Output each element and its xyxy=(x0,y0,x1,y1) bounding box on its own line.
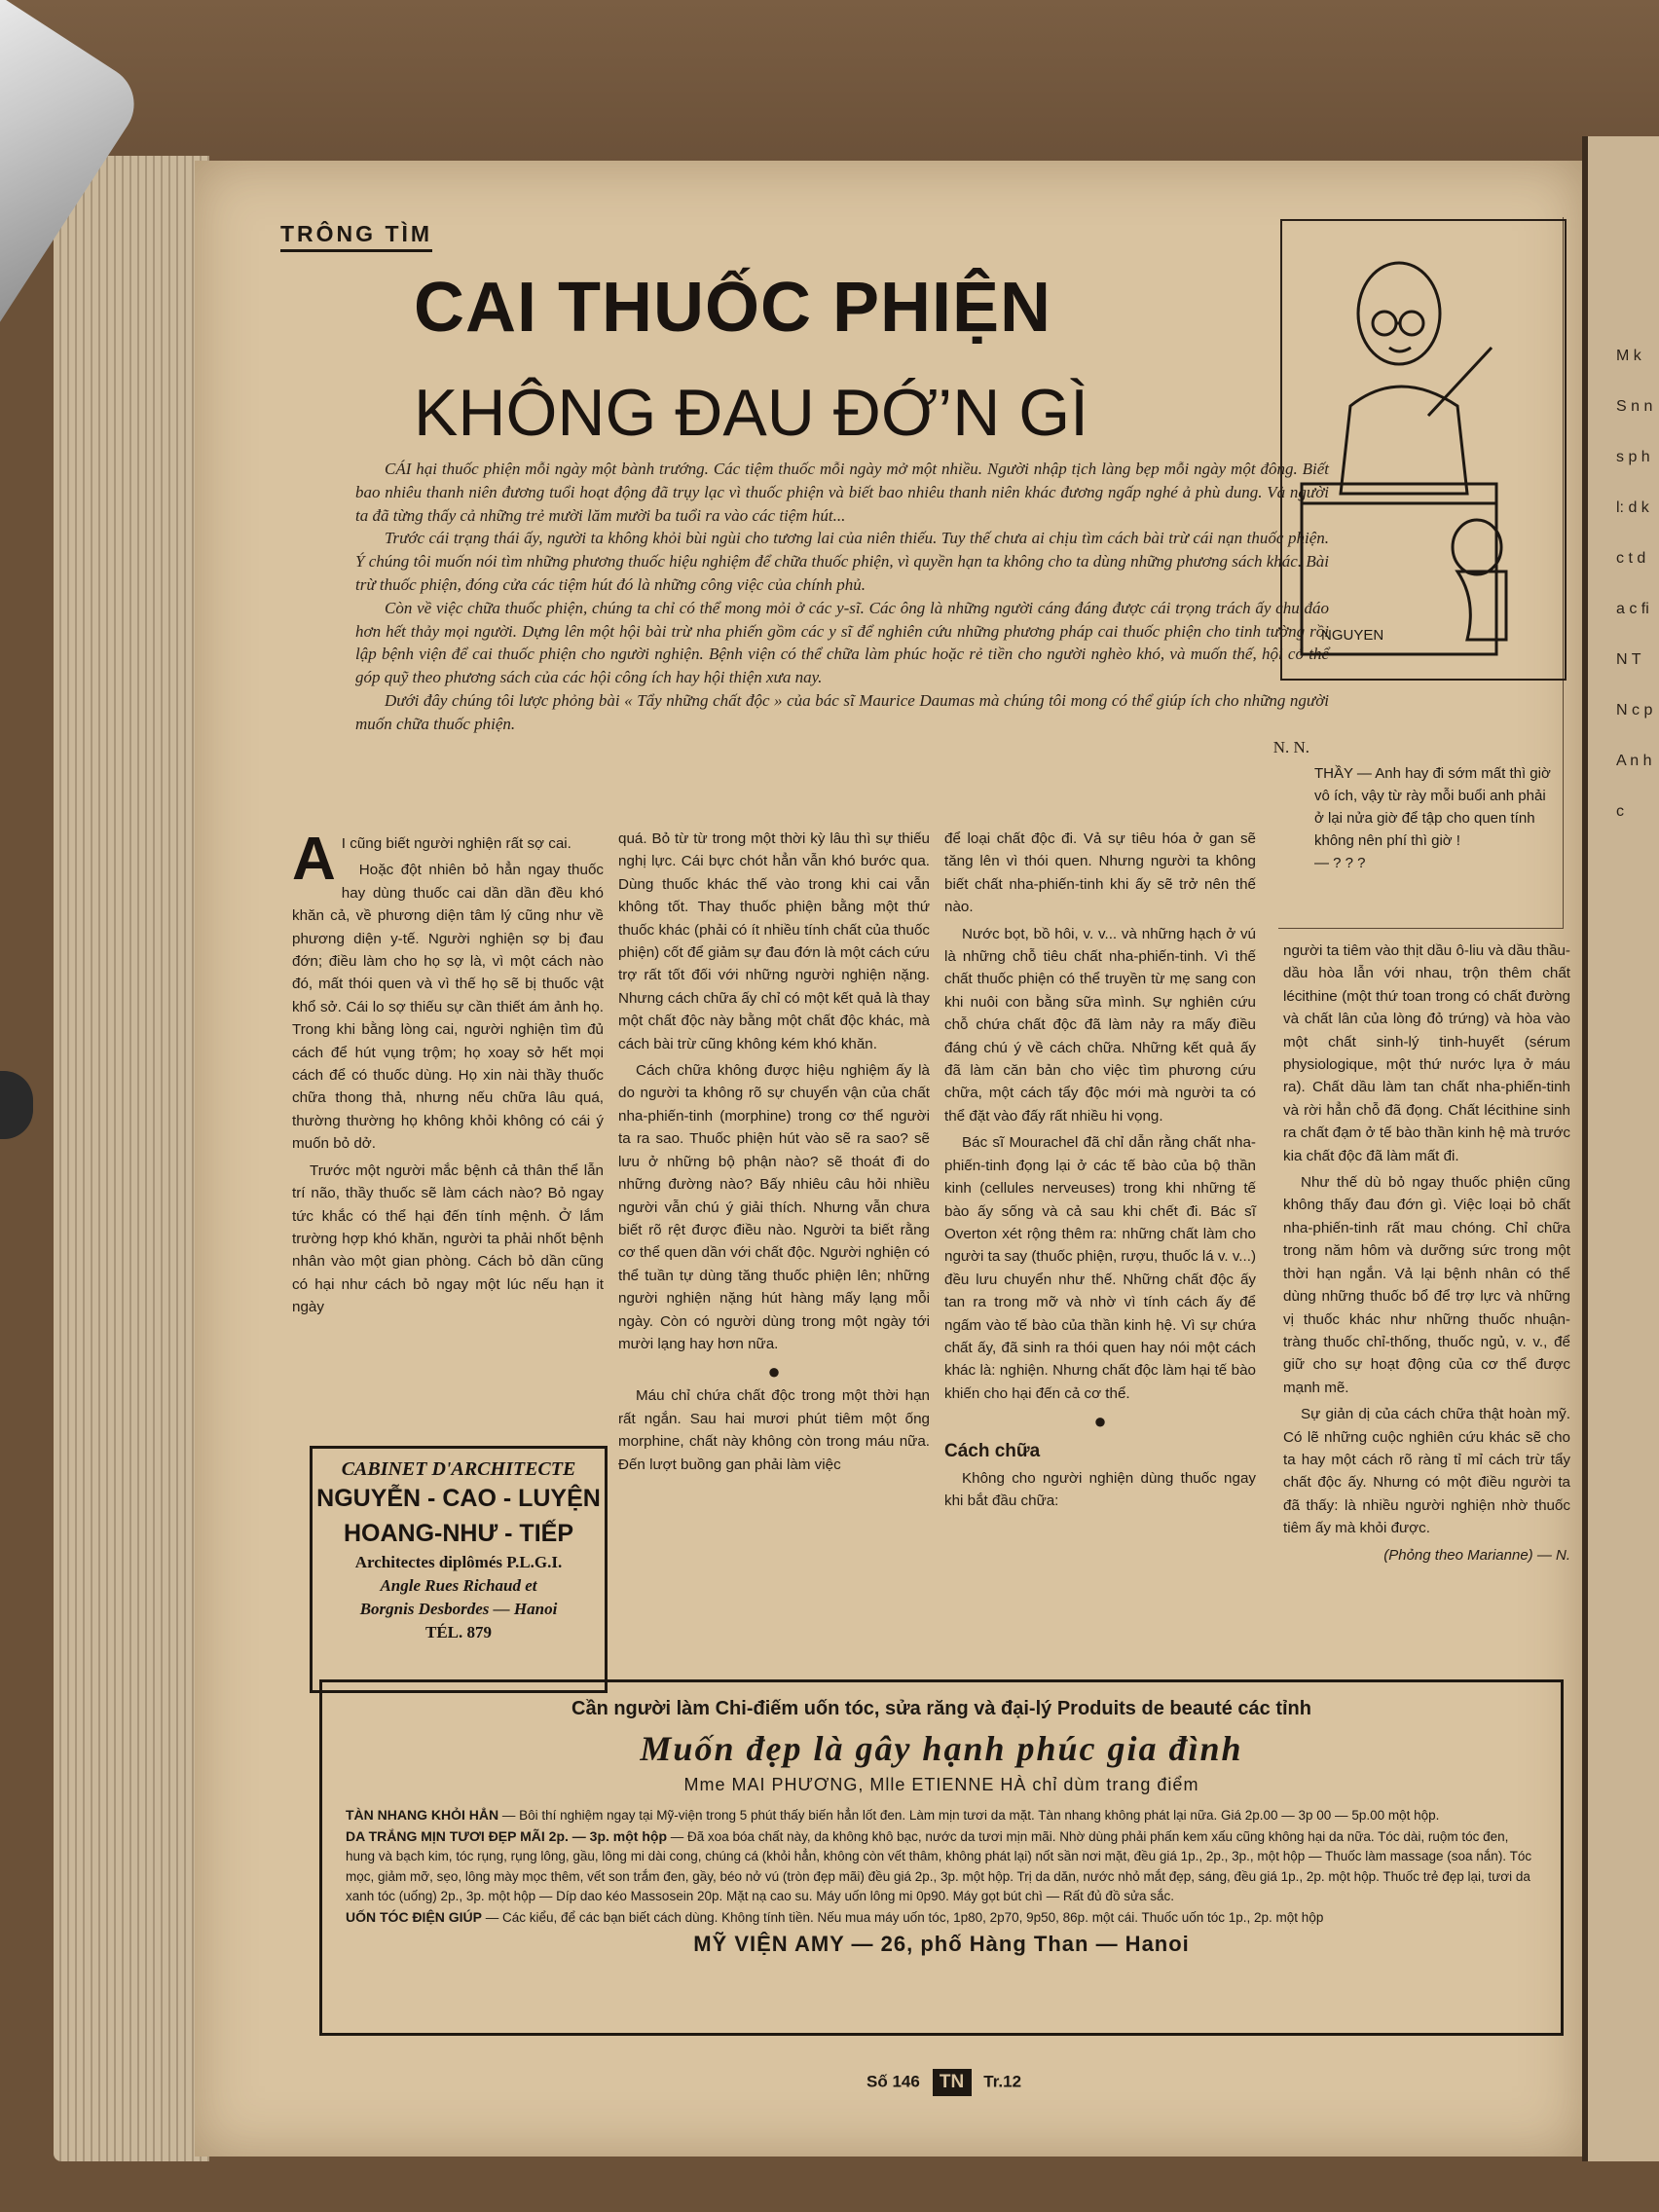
column-paragraph: Máu chỉ chứa chất độc trong một thời hạn rất ngắn. Sau hai mươi phút tiêm một ống morphine, chất này không còn trong máu nữa. Đến lượt buồng gan phải làm việc xyxy=(618,1387,930,1473)
column-paragraph: Cách chữa không được hiệu nghiệm ấy là do người ta không rõ sự chuyển vận của chất nha-phiến-tinh (morphine) trong cơ thể người ta ra sao. Thuốc phiện hút vào sẽ ra sao? sẽ lưu ở những bộ phận nào? sẽ thoát đi do những đường nào? Bấy nhiêu câu hỏi nhiều người vẫn chú ý giải thích. Nhưng vẫn chưa biết rõ rệt được điều nào. Người ta biết rằng cơ thể quen dần với chất độc. Người nghiện có thể tuần tự dùng tăng thuốc phiện lên; những người nghiện nặng hút hàng mấy lạng mỗi ngày. Còn có người dùng trong một ngày tới mười lạng hay hơn nữa. xyxy=(618,1062,930,1352)
column-paragraph: Bác sĩ Mourachel đã chỉ dẫn rằng chất nha-phiến-tinh đọng lại ở các tế bào của bộ thần kinh (cellules nerveuses) trong khi những tế bào ấy sống và cả sau khi chết đi. Bác sĩ Overton xét rộng thêm ra: những chất làm cho người ta say (thuốc phiện, rượu, thuốc lá v. v...) đều lưu chuyển như thế. Những chất độc ấy tan ra trong mỡ và nhờ vì tính cách ấy để ngấm vào tế bào của thần kinh hệ. Vì sự chứa chất ấy, đã sinh ra thói quen hay nói một cách khác là: nghiện. Nhưng chất độc làm hại tế bào khiến cho hại đến cả cơ thể. xyxy=(944,1134,1256,1402)
column-paragraph: Như thế dù bỏ ngay thuốc phiện cũng không thấy đau đớn gì. Việc loại bỏ chất nha-phiến-tinh rất mau chóng. Chỉ chữa trong năm hôm và dưỡng sức trong một thời hạn ngắn. Vả lại bệnh nhân có thể dùng những thuốc bổ để trợ lực và những vị thuốc khác như những thuốc nhuận-tràng thuốc chỉ-thống, thuốc ngủ, v. v., để giữ cho sự hoạt động của cơ thể được mạnh mẽ. xyxy=(1283,1174,1570,1396)
intro-paragraph: Còn về việc chữa thuốc phiện, chúng ta chỉ có thể mong mỏi ở các y-sĩ. Các ông là những người cáng đáng được cái trọng trách ấy chu đáo hơn hết thảy mọi người. Dựng lên một hội bài trừ nha phiến gồm các y sĩ để nghiên cứu những phương pháp cai thuốc phiện cho tinh tường rồi lập bệnh viện để cai thuốc phiện cho người nghiện. Bệnh viện có thể chữa làm phúc hoặc rẻ tiền cho người nghèo khó, và muốn thế, hội có thể góp quỹ theo phương sách của các hội công ích hay hội thiện xưa nay. xyxy=(355,598,1329,687)
page-number: Tr.12 xyxy=(983,2072,1022,2091)
article-column-3 xyxy=(944,828,1256,1516)
cartoon-caption xyxy=(1314,762,1558,874)
facing-page-text: M k S n n s p h l: d k c t d a c fi N T N c p A n h c xyxy=(1616,348,1653,820)
architect-ad-line: CABINET D'ARCHITECTE xyxy=(341,1458,576,1480)
column-paragraph: Hoặc đột nhiên bỏ hẳn ngay thuốc hay dùng thuốc cai dần dần đều khó khăn cả, về phương diện tâm lý cũng như về phương diện y-tế. Người nghiện sợ bị đau đớn; điều làm cho họ sợ là, vì một cách nào đó, mất thói quen và vì thế họ sẽ bị thuốc vật khổ sở. Cái lo sợ thiếu sự cần thiết ám ảnh họ. Trong khi bằng lòng cai, người nghiện tìm đủ cách để hút vụng trộm; họ xoay sở hết mọi cách để có thuốc dùng. Họ xin nài thầy thuốc chữa thong thả, nhưng nếu chữa lâu quá, thường thường họ không khỏi không có cái ý muốn bỏ dở. xyxy=(292,862,604,1153)
architect-ad-line: Borgnis Desbordes — Hanoi xyxy=(359,1600,558,1618)
intro-signature: N. N. xyxy=(1272,737,1309,756)
magazine-page xyxy=(195,161,1582,2157)
column-paragraph: Trước một người mắc bệnh cả thân thể lẫn trí não, thầy thuốc sẽ làm cách nào? Bỏ ngay tức khắc có thể hại đến tính mệnh. Ở lắm trường hợp khó khăn, người ta phải nhốt bệnh nhân vào một gian phòng. Cách bỏ dần cũng có hại như cách bỏ ngay một lúc nếu hạn it ngày xyxy=(292,1161,604,1316)
ad-slogan: Muốn đẹp là gây hạnh phúc gia đình xyxy=(640,1729,1243,1768)
column-paragraph: Không cho người nghiện dùng thuốc ngay khi bắt đầu chữa: xyxy=(944,1469,1256,1509)
architect-ad-name: HOANG-NHƯ - TIẾP xyxy=(343,1520,573,1547)
ad-item-text: — Đã xoa bóa chất này, da không khô bạc, nước da tươi mịn mãi. Nhờ dùng phải phấn kem xấu cũng không hại da nữa. Tóc dài, ruộm tóc đen, hung và bạch kim, tóc rụng, rụng lông, gầu, lông mi dài cong, chúng cá (khỏi hẳn, không còn vết thâm, không phát lại) nốt sần nơi mặt, đều giá 1p., 2p., 3p., một hộp — Thuốc làm massage (soa nắn). Tóc mọc, giảm mỡ, sẹo, lông mày mọc thêm, vết son trắm đen, gầy, béo nở vú (tròn đẹp mãi) đều giá 2p., 3p. một hộp. Trị da dăn, nước nhỏ mắt đẹp, sáng, đều giá 1p., 2p. một hộp. Thuốc trẻ đẹp lại, tươi da xanh tóc (uống) 2p., 3p. một hộp — Díp dao kéo Massosein 20p. Mặt nạ cao su. Máy uốn lông mi 0p90. Máy gọt bút chì — Rất đủ đồ sửa sắc. xyxy=(346,1828,1532,1903)
cartoon-signature: NGUYEN xyxy=(1321,627,1384,644)
bullet-separator: ● xyxy=(1093,1409,1107,1434)
ad-item-text: — Các kiểu, để các bạn biết cách dùng. Không tính tiền. Nếu mua máy uốn tóc, 1p80, 2p70, 9p50, 86p. một cái. Thuốc uốn tóc 1p., 2p. một hộp xyxy=(485,1909,1324,1925)
ad-item-title: DA TRẮNG MỊN TƯƠI ĐẸP MÃI 2p. — 3p. một hộp xyxy=(346,1827,667,1844)
ad-item-title: TÀN NHANG KHỎI HẲN xyxy=(346,1807,499,1823)
article-title: CAI THUỐC PHIỆN xyxy=(414,269,1052,347)
page-footer xyxy=(866,2069,1021,2096)
table-surface xyxy=(0,0,1659,175)
intro-paragraph: Dưới đây chúng tôi lược phỏng bài « Tẩy những chất độc » của bác sĩ Maurice Daumas mà chúng tôi mong có thể giúp ích cho những người muốn chữa thuốc phiện. xyxy=(355,690,1329,733)
intro-paragraph: Trước cái trạng thái ấy, người ta không khỏi bùi ngùi cho tương lai của niên thiếu. Tuy thế chưa ai chịu tìm cách bài trừ cái nạn thuốc phiện. Ý chúng tôi muốn nói tìm những phương thuốc hiệu nghiệm để chữa thuốc phiện, vì quyền hạn ta không cho ta dùng những phương sách khác. Bài trừ thuốc phiện, đóng cửa các tiệm hút đó là những công việc của chính phủ. xyxy=(355,529,1329,594)
column-paragraph: Sự giản dị của cách chữa thật hoàn mỹ. Có lẽ những cuộc nghiên cứu khác sẽ cho ta hay một cách rõ ràng tỉ mỉ cách trừ tẩy chất độc ấy. Nhưng có một điều người ta đã thấy: là nhiều người nghiện nhờ thuốc tiêm ấy mà khỏi được. xyxy=(1283,1406,1570,1537)
article-column-2 xyxy=(618,828,930,1480)
drop-cap: A xyxy=(292,826,336,893)
article-intro xyxy=(355,458,1329,758)
ad-address: MỸ VIỆN AMY — 26, phố Hàng Than — Hanoi xyxy=(693,1932,1190,1956)
column-paragraph: Nước bọt, bồ hôi, v. v... và những hạch ở vú là những chỗ tiêu chất nha-phiến-tinh. Vì thế chất thuốc phiện có thể truyền từ mẹ sang con khi nuôi con bằng sữa mình. Sự nghiên cứu chỗ chứa chất độc đã làm nảy ra mấy điều đáng chú ý về cách chữa. Những kết quả ấy đã làm căn bản cho việc tìm phương cứu chữa, một cách tẩy độc mới mà người ta có thể đặt vào đấy rất nhiều hi vọng. xyxy=(944,925,1256,1124)
column-paragraph: I cũng biết người nghiện rất sợ cai. xyxy=(341,835,571,852)
column-paragraph: người ta tiêm vào thịt dầu ô-liu và dầu thầu-dầu hòa lẫn với nhau, trộn thêm chất lécithine (một thứ toan trong có chất đường và chất lân của lòng đỏ trứng) và hòa vào một chất sinh-lý tinh-huyết (sérum physiologique, một thứ nước lựa ở máu ra). Chất dầu làm tan chất nha-phiến-tinh và rời hẳn chỗ đã đọng. Chất lécithine sinh ra chất đạm ở tế bào thần kinh hệ mà trước kia chất độc đã làm mất đi. xyxy=(1283,942,1570,1164)
issue-number: Số 146 xyxy=(866,2072,920,2091)
book-page-stack xyxy=(54,156,209,2161)
binder-ring xyxy=(0,1071,33,1139)
ad-item-title: UỐN TÓC ĐIỆN GIÚP xyxy=(346,1908,483,1925)
article-credit: (Phỏng theo Marianne) — N. xyxy=(1383,1546,1570,1564)
bullet-separator: ● xyxy=(767,1359,781,1384)
section-kicker: TRÔNG TÌM xyxy=(280,221,432,252)
architect-ad-line: Architectes diplômés P.L.G.I. xyxy=(354,1553,563,1571)
cartoon-caption-text: THẦY — Anh hay đi sớm mất thì giờ vô ích, vậy từ rày mỗi buổi anh phải ở lại nửa giờ để tập cho quen tính không nên phí thì giờ ! xyxy=(1314,765,1551,849)
column-paragraph: để loại chất độc đi. Vả sự tiêu hóa ở gan sẽ tăng lên vì thói quen. Nhưng người ta không biết chất nha-phiến-tinh khi ấy sẽ trở nên thế nào. xyxy=(944,830,1256,916)
cartoon-illustration xyxy=(1280,219,1567,681)
column-paragraph: quá. Bỏ từ từ trong một thời kỳ lâu thì sự thiếu nghị lực. Cái bực chót hẳn vẫn khó bước qua. Dùng thuốc khác thế vào trong khi cai vẫn không tốt. Thay thuốc phiện bằng một thứ thuốc khác (phải có ít nhiều tính chất của thuốc phiện) cốt để giảm sự đau đớn là một cách cứu trợ rất tốt đối với những người nghiện nặng. Nhưng cách chữa ấy chỉ có một kết quả là thay một chất độc này bằng một chất độc khác, mà cách bài trừ cũng không kém khó khăn. xyxy=(618,830,930,1052)
architect-ad xyxy=(310,1446,608,1693)
beauty-salon-ad xyxy=(319,1679,1564,2036)
architect-ad-phone: TÉL. 879 xyxy=(424,1623,493,1641)
article-column-4 xyxy=(1283,940,1570,1570)
article-column-1 xyxy=(292,826,604,1323)
article-subtitle: KHÔNG ĐAU ĐỚ’N GÌ xyxy=(414,376,1089,450)
ad-body xyxy=(346,1805,1537,1928)
cartoon-caption-end: — ? ? ? xyxy=(1314,855,1366,871)
ad-names: Mme MAI PHƯƠNG, Mlle ETIENNE HÀ chỉ dùm trang điểm xyxy=(683,1775,1199,1794)
architect-ad-line: Angle Rues Richaud et xyxy=(380,1576,537,1595)
ad-item-text: — Bôi thí nghiệm ngay tại Mỹ-viện trong 5 phút thấy biến hẳn lốt đen. Làm mịn tươi da mặt. Tàn nhang không phát lại nữa. Giá 2p.00 — 3p 00 — 5p.00 một hộp. xyxy=(501,1808,1440,1823)
ad-header: Cần người làm Chi-điếm uốn tóc, sửa răng và đại-lý Produits de beauté các tỉnh xyxy=(571,1698,1311,1719)
section-heading: Cách chữa xyxy=(944,1441,1041,1462)
intro-paragraph: CÁI hại thuốc phiện mỗi ngày một bành trướng. Các tiệm thuốc mỗi ngày mở một nhiều. Người nhập tịch làng bẹp mỗi ngày một đông. Biết bao nhiêu thanh niên đương tuổi hoạt động đã trụy lạc vì thuốc phiện và biết bao nhiêu thanh niên khác đương ngấp nghé ả phù dung. Và người ta đã từng thấy cả những trẻ mười lăm mười ba tuổi ra vào các tiệm hút... xyxy=(355,460,1329,525)
architect-ad-name: NGUYỄN - CAO - LUYỆN xyxy=(316,1485,601,1512)
magazine-logo: TN xyxy=(933,2069,972,2096)
